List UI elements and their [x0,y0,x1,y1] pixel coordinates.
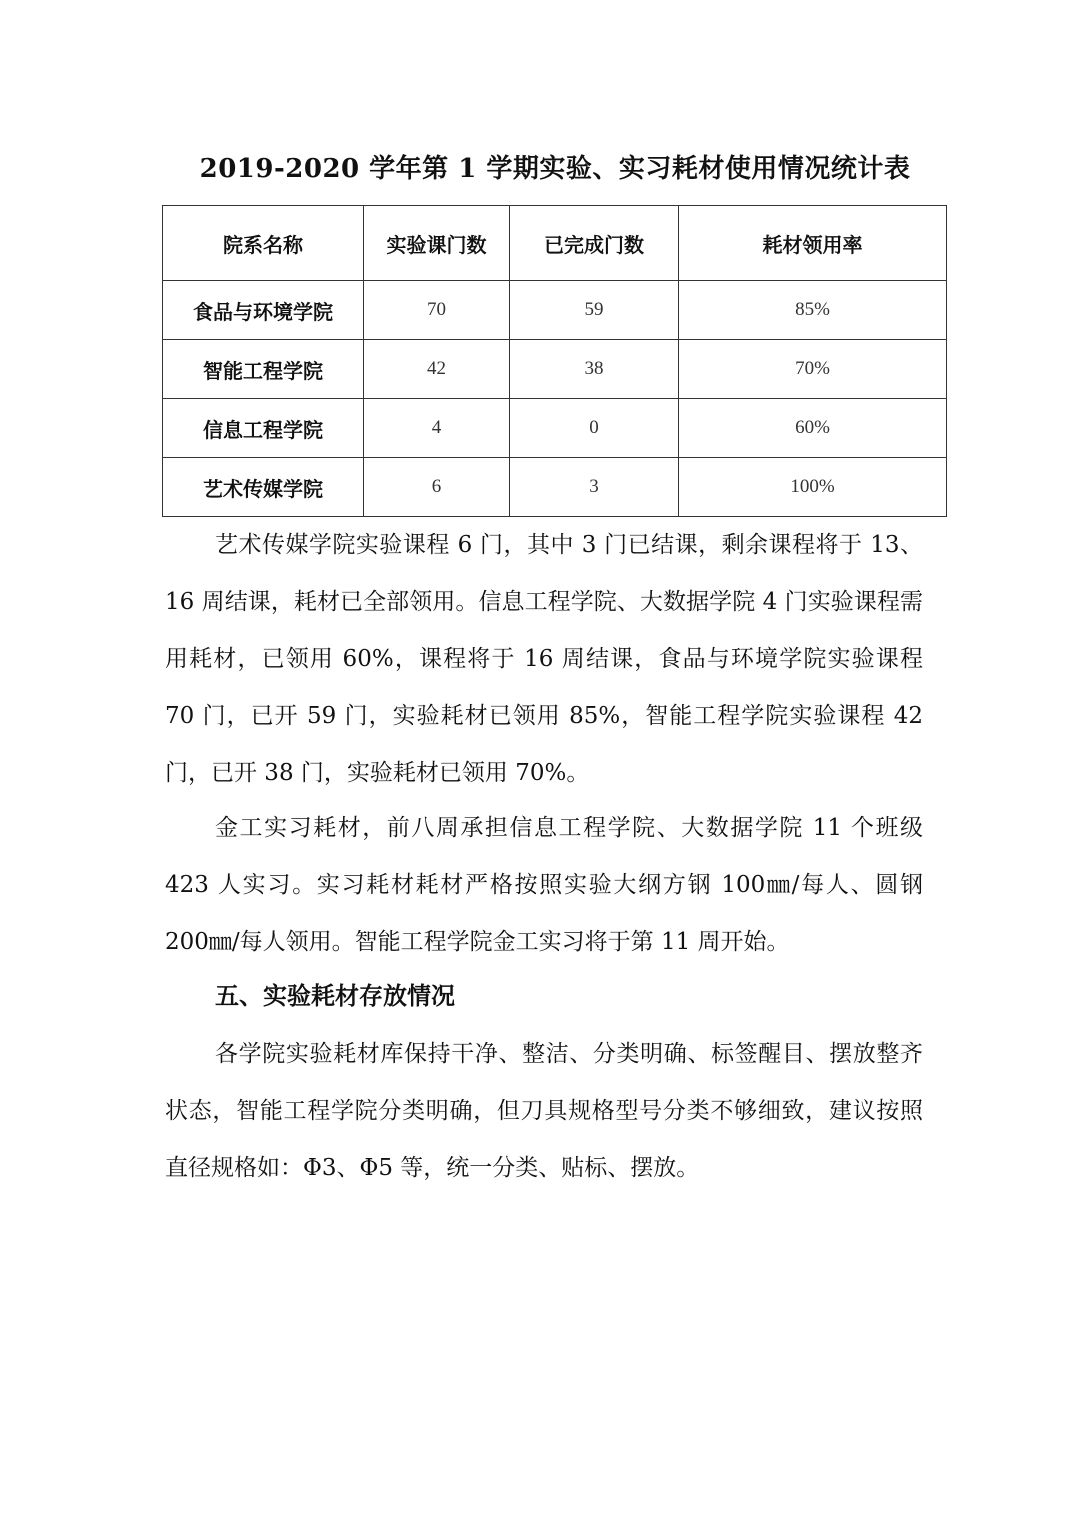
table-row [163,281,947,340]
consumable-rate: 60% [679,399,947,458]
table-row [163,399,947,458]
table-row [163,340,947,399]
completed-course-count: 3 [510,458,679,517]
statistics-table [162,205,947,517]
completed-course-count: 0 [510,399,679,458]
consumable-rate: 70% [679,340,947,399]
header-lab-courses: 实验课门数 [364,206,510,281]
paragraph-metalwork-practice: 金工实习耗材，前八周承担信息工程学院、大数据学院 11 个班级 423 人实习。实习耗材耗材严格按照实验大纲方钢 100㎜/每人、圆钢 200㎜/每人领用。智能工程学院金工实习将于第 11 周开始。 [165,815,923,955]
department-name: 食品与环境学院 [163,281,364,340]
consumable-rate: 85% [679,281,947,340]
paragraph-storage-status: 各学院实验耗材库保持干净、整洁、分类明确、标签醒目、摆放整齐状态，智能工程学院分类明确，但刀具规格型号分类不够细致，建议按照直径规格如：Φ3、Φ5 等，统一分类、贴标、摆放。 [165,1041,923,1181]
lab-course-count: 6 [364,458,510,517]
lab-course-count: 42 [364,340,510,399]
department-name: 艺术传媒学院 [163,458,364,517]
header-completed-courses: 已完成门数 [510,206,679,281]
lab-course-count: 70 [364,281,510,340]
consumable-rate: 100% [679,458,947,517]
completed-course-count: 59 [510,281,679,340]
section-heading-storage: 五、实验耗材存放情况 [215,982,455,1010]
document-title: 2019-2020 学年第 1 学期实验、实习耗材使用情况统计表 [199,154,911,184]
header-department: 院系名称 [163,206,364,281]
paragraph-lab-course-summary: 艺术传媒学院实验课程 6 门，其中 3 门已结课，剩余课程将于 13、16 周结课，耗材已全部领用。信息工程学院、大数据学院 4 门实验课程需用耗材，已领用 60%，课程将于 16 周结课，食品与环境学院实验课程 70 门，已开 59 门，实验耗材已领用 85%，智能工程学院实验课程 42 门，已开 38 门，实验耗材已领用 70%。 [165,532,923,786]
completed-course-count: 38 [510,340,679,399]
department-name: 智能工程学院 [163,340,364,399]
table-row [163,458,947,517]
table-header-row [163,206,947,281]
department-name: 信息工程学院 [163,399,364,458]
header-consumable-rate: 耗材领用率 [679,206,947,281]
lab-course-count: 4 [364,399,510,458]
